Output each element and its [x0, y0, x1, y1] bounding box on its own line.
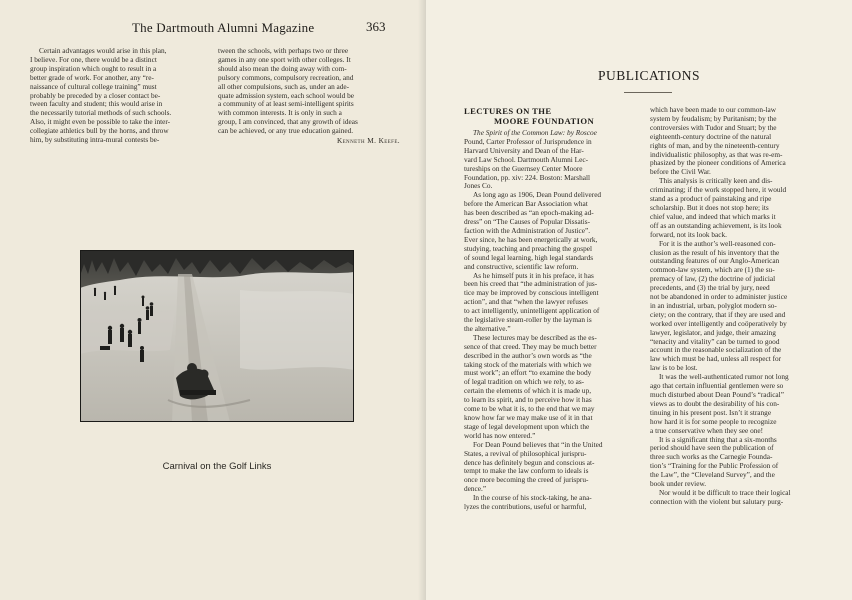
text-line: the necessarily tutorial methods of such schools. [30, 109, 172, 118]
text-line: much disturbed about Dean Pound’s “radical” [650, 391, 784, 399]
text-line: Pound, Carter Professor of Jurisprudence in [464, 137, 592, 146]
text-line: described in the author’s own words as “the [464, 351, 592, 360]
text-line: the Law”, the “Cleveland Survey”, and the [650, 471, 775, 480]
text-line: tice may be improved by conscious intelligent [464, 289, 599, 298]
text-line: States, a revival of philosophical jurispru- [464, 449, 587, 458]
text-line: three such works as the Carnegie Founda- [650, 453, 773, 462]
text-line: phasized by the pioneer conditions of America [650, 159, 786, 168]
text-line: eighteenth-century doctrine of the natural [650, 132, 772, 141]
text-line: lawyer, legislator, and judge, their amazing [650, 328, 776, 337]
right-column-2 [650, 106, 832, 507]
text-line: to act intelligently, unintelligent application of [464, 307, 600, 316]
text-line: tween faculty and student; this would arise in [30, 100, 163, 109]
text-line: In the course of his stock-taking, he ana- [473, 494, 592, 503]
text-line: As long ago as 1906, Dean Pound delivered [473, 191, 602, 200]
text-line: action”, and that “when the lawyer refuses [464, 298, 588, 307]
text-line: controversies with Tudor and Stuart; by the [650, 123, 777, 132]
text-line: I believe. For one, there would be a distinct [30, 55, 157, 64]
text-line: forward, not its look back. [650, 230, 728, 239]
text-line: faction with the Administration of Justice”. [464, 226, 591, 235]
text-line: games in any one sport with other colleges. It [218, 55, 351, 64]
text-line: lyzes the contributions, useful or harmful, [464, 503, 587, 512]
text-line: tempt to make the law conform to ideals is [464, 467, 589, 476]
author-signature: Kenneth M. Keefe. [336, 136, 400, 146]
text-line: better grade of work. For another, any “re- [30, 73, 154, 82]
text-line: to learn its spirit, and to perceive how it has [464, 396, 592, 405]
text-line: once more becoming the creed of jurispru- [464, 476, 589, 485]
text-line: in an industrial, urban, polyglot modern so- [650, 301, 777, 310]
text-line: him, by substituting intra-mural contests be- [30, 136, 160, 145]
text-line: dence.” [464, 485, 487, 494]
text-line: clusion as the result of his inventory that the [650, 248, 780, 257]
text-line: stage of legal development upon which the [464, 422, 590, 431]
text-line: tion’s “Training for the Public Profession of [650, 462, 779, 471]
text-line: It was the well-authenticated rumor not long [659, 373, 789, 382]
text-line: tween the schools, with perhaps two or three [218, 47, 349, 55]
text-line: It is a significant thing that a six-months [659, 435, 777, 444]
text-line: ciety; on the contrary, that if they are used and [650, 310, 786, 319]
text-line: chief value, and indeed that which marks it [650, 212, 776, 221]
text-line: Harvard University and Dean of the Har- [464, 146, 584, 155]
text-line: a community of at least semi-intelligent spirits [218, 100, 354, 109]
text-line: group, I am convinced, that any growth of ideas [218, 118, 358, 127]
text-line: the legislative steam-roller by the layman is [464, 316, 592, 325]
text-line: dence has definitely begun and conscious at- [464, 458, 595, 467]
text-line: pulsory commons, compulsory recreation, and [218, 73, 354, 82]
text-line: This analysis is critically keen and dis- [659, 177, 773, 186]
text-line: rights of man, and by the nineteenth-century [650, 141, 780, 150]
text-line: law is to be lost. [650, 364, 698, 373]
text-line: Certain advantages would arise in this plan, [39, 47, 167, 55]
text-line: certain the elements of which it is made up, [464, 387, 592, 396]
text-line: “tenacity and vitality” can be turned to good [650, 337, 780, 346]
text-line: law which must be had, unless all respect for [650, 355, 782, 364]
text-line: individualistic philosophy, as that was re-em- [650, 150, 783, 159]
text-line: period should have seen the publication of [650, 444, 774, 453]
text-line: of sound legal learning, high legal standards [464, 253, 594, 262]
left-column-1 [30, 47, 212, 145]
left-column-2 [218, 47, 400, 146]
text-line: For Dean Pound believes that “in the United [473, 440, 603, 449]
text-line: not be abandoned in order to administer justice [650, 293, 788, 302]
text-line: naissance of cultural college training” must [30, 82, 157, 91]
text-line: know how far we may make use of it in that [464, 414, 593, 422]
text-line: outstanding features of our Anglo-American [650, 257, 780, 266]
text-line: connection with the violent but salutary purg- [650, 497, 784, 506]
text-line: book under review. [650, 480, 707, 489]
text-line: scholarship. But it does not stop here; its [650, 203, 769, 212]
text-line: ago that certain influential gentlemen were so [650, 382, 784, 391]
text-line: Nor would it be difficult to trace their logical [659, 488, 791, 497]
text-line: common-law system, which are (1) the su- [650, 266, 775, 275]
text-line: been his creed that “the administration of jus- [464, 280, 598, 289]
section-title: PUBLICATIONS [597, 68, 700, 83]
review-title-line1: LECTURES ON THE [464, 106, 552, 116]
text-line: precedents, and (3) the trial by jury, need [650, 284, 770, 293]
text-line: Foundation, pp. xiv: 224. Boston: Marshall [464, 173, 591, 182]
text-line: of legal tradition on which we rely, to as- [464, 378, 585, 387]
text-line: with common interests. It is only in such a [218, 109, 342, 118]
text-line: world has now entered.” [464, 431, 536, 440]
text-line: all other compulsions, such as, under an ade- [218, 82, 350, 91]
text-line: off as an outstanding achievement, is its look [650, 221, 782, 230]
title-rule [624, 92, 672, 93]
text-line: premacy of law, (2) the doctrine of judicial [650, 275, 776, 284]
running-head: The Dartmouth Alumni Magazine [132, 20, 315, 35]
text-line: For it is the author’s well-reasoned con- [659, 239, 776, 248]
photo-caption: Carnival on the Golf Links [162, 461, 272, 472]
text-line: which have been made to our common-law [650, 106, 777, 114]
text-line: worked over intelligently and coöperatively by [650, 319, 787, 328]
text-line: can be achieved, or any true education gained. [218, 127, 354, 136]
text-line: account in the reasonable socialization of the [650, 346, 782, 355]
text-line: system by feudalism; by Puritanism; by the [650, 114, 777, 123]
text-line: the alternative.” [464, 324, 511, 333]
text-line: criminating; if the work stopped here, it would [650, 186, 787, 195]
text-line: and constructive, scientific law reform. [464, 262, 579, 271]
text-line: These lectures may be described as the es- [473, 333, 597, 342]
text-line: Ever since, he has been energetically at work, [464, 235, 598, 244]
text-line: Also, it might even be possible to take the inter- [30, 118, 171, 127]
right-page [426, 0, 852, 600]
text-line: before the Civil War. [650, 168, 711, 177]
text-line: collegiate athletics bull by the horns, and throw [30, 127, 169, 136]
carnival-photo [80, 250, 354, 422]
text-line: probably be preceded by a closer contact be- [30, 91, 161, 100]
text-line: tureships on the Guernsey Center Moore [464, 164, 583, 173]
text-line: a true conservative when they see one! [650, 426, 764, 435]
text-line: stand as a product of painstaking and ripe [650, 195, 772, 204]
text-line: vard Law School. Dartmouth Alumni Lec- [464, 155, 589, 164]
text-line: dress” on “The Causes of Popular Dissatis- [464, 218, 591, 227]
text-line: before the American Bar Association what [464, 200, 588, 209]
text-line: studying, teaching and preaching the gospel [464, 244, 593, 253]
text-line: tinuing in his present post. Isn’t it strange [650, 408, 772, 417]
photo-illustration [80, 250, 354, 422]
text-line: quate admission system, each school would be [218, 91, 354, 100]
right-column-1 [464, 106, 646, 512]
text-line: come to be what it is, to the end that we may [464, 405, 595, 414]
text-line: As he himself puts it in his preface, it has [473, 271, 594, 280]
text-line: taking stock of the materials with which we [464, 360, 592, 369]
text-line: has been described as “an epoch-making ad- [464, 209, 594, 218]
text-line: views as to doubt the desirability of his con- [650, 399, 780, 408]
text-line: should also mean the doing away with com- [218, 64, 347, 73]
text-line: sence of that creed. They may be much better [464, 342, 597, 351]
page-number: 363 [366, 19, 386, 34]
review-title-line2: MOORE FOUNDATION [494, 116, 595, 126]
text-line: Jones Co. [464, 182, 493, 191]
text-line: how hard it is for some people to recognize [650, 417, 777, 426]
text-line: group inspiration which ought to result in a [30, 64, 157, 73]
text-line: must work”; an effort “to examine the body [464, 369, 592, 378]
book-title-line: The Spirit of the Common Law: by Roscoe [473, 129, 597, 137]
